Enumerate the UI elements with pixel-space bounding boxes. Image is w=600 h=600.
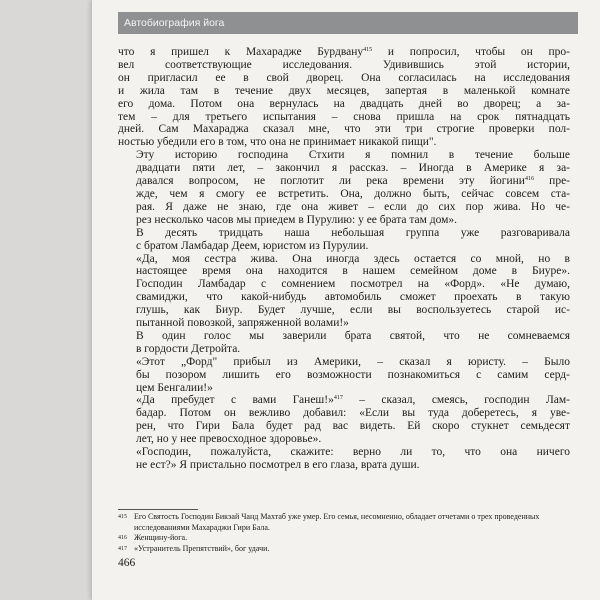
text-line: Господин Ламбадар с сомнением посмотрел на «Форд». «Не думаю, [136, 278, 570, 291]
paragraph [118, 356, 570, 395]
text-line: Эту историю господина Стхити я помнил в течение больше [136, 149, 570, 162]
text-line: что я пришел к Махарадже Бурдвану$^{415}$ и попросил, чтобы он про- [118, 46, 571, 58]
footnote-text: Женщину-йога. [134, 533, 188, 543]
text-line: глушь, как Биур. Будет лучше, если вы воспользуетесь старой ис- [136, 304, 570, 317]
text-line: бадар. Потом он вежливо добавил: «Если вы туда доберетесь, я уве- [136, 407, 570, 420]
footnote [118, 533, 540, 544]
paragraph [118, 253, 570, 330]
text-line: рая. Я даже не знаю, где она живет – если до сих пор жива. Но че- [136, 200, 570, 213]
text-line: с братом Ламбадар Деем, юристом из Пурулии. [136, 239, 369, 252]
text-line: в гордости Детройта. [136, 342, 241, 355]
footnote-marker: 415 [363, 47, 373, 53]
text-line: он пригласил ее в свой дворец. Она согласилась на исследования [118, 71, 570, 84]
footnote-number: 415 [118, 514, 127, 520]
text-line: рен, что Гири Бала будет рад вас видеть. Ей скоро стукнет семьдесят [136, 420, 570, 433]
paragraph [118, 394, 570, 446]
book-page [92, 0, 600, 600]
footnote-text: Его Святость Господин Бикэай Чанд Махтаб уже умер. Его семья, несомненно, обладает отчетами о трех проведенных исследованиями Махараджи Гири Бала. [134, 512, 540, 532]
footnote-number: 416 [118, 535, 127, 542]
text-line: «Да пребудет с вами Ганеш!»$^{417}$ – сказал, смеясь, господин Лам- [136, 394, 570, 407]
text-line: пытанной повозкой, запряженной волами!» [136, 317, 349, 330]
footnote-text: «Устранитель Препятствий», бог удачи. [134, 543, 270, 553]
main-text [118, 46, 570, 472]
text-line: ностью убедили его в том, что она не принимает никакой пищи". [118, 136, 437, 149]
paragraph [118, 46, 570, 149]
text-line: двадцати пяти лет, – закончил я рассказ. – Иногда в Америке я за- [136, 162, 570, 175]
footnote-number: 417 [118, 545, 127, 552]
paragraph [118, 446, 570, 472]
footnote-marker: 417 [333, 395, 343, 402]
text-line: рез несколько часов мы приедем в Пурулию: у ее брата там дом». [136, 213, 458, 226]
text-line: В десять тридцать наша небольшая группа уже разговаривала [136, 226, 570, 239]
page-number: 466 [118, 557, 136, 569]
text-line: «Этот „Форд" прибыл из Америки, – сказал я юристу. – Было [136, 355, 570, 368]
text-line: настоящее время она находится в нашем семейном доме в Биуре». [136, 265, 570, 278]
text-line: цем Бенгалии!» [136, 381, 213, 394]
text-line: давался вопросом, не поглотит ли река времени эту йогини$^{416}$ пре- [136, 175, 571, 188]
paragraph [118, 227, 570, 253]
text-line: жде, чем я смогу ее встретить. Она, должно быть, сейчас совсем ста- [136, 187, 570, 200]
paragraph [118, 149, 570, 226]
text-line: лет, но у нее превосходное здоровье». [136, 433, 322, 446]
footnotes [118, 512, 540, 554]
footnote [118, 544, 540, 555]
running-header-title: Автобиография йога [124, 17, 225, 29]
text-line: и жила там в течение двух месяцев, запертая в маленькой комнате [118, 84, 570, 97]
text-line: его дома. Потом она вернулась на двадцать дней во дворец; а за- [118, 97, 570, 110]
text-line: свамиджи, что какой-нибудь автомобиль сможет проехать в такую [136, 291, 570, 304]
text-line: бы позором лишить его возможности познакомиться с самим серд- [136, 368, 570, 381]
footnote-marker: 416 [524, 176, 534, 183]
paragraph [118, 330, 570, 356]
footnote [118, 512, 540, 533]
text-line: не ест?» Я пристально посмотрел в его глаза, врата души. [136, 459, 420, 471]
text-line: В один голос мы заверили брата святой, что не сомневаемся [136, 329, 570, 342]
text-line: дней. Сам Махараджа сказал мне, что эти три строгие проверки пол- [118, 123, 570, 136]
running-header [118, 12, 578, 34]
text-line: вел соответствующие исследования. Удивившись этой истории, [118, 58, 570, 71]
footnote-rule [118, 509, 198, 510]
text-line: «Да, моя сестра жива. Она иногда здесь остается со мной, но в [136, 252, 570, 265]
text-line: тем – для третьего испытания – снова пришла на срок пятнадцать [118, 110, 570, 123]
text-line: «Господин, пожалуйста, скажите: верно ли то, что она ничего [136, 446, 570, 459]
